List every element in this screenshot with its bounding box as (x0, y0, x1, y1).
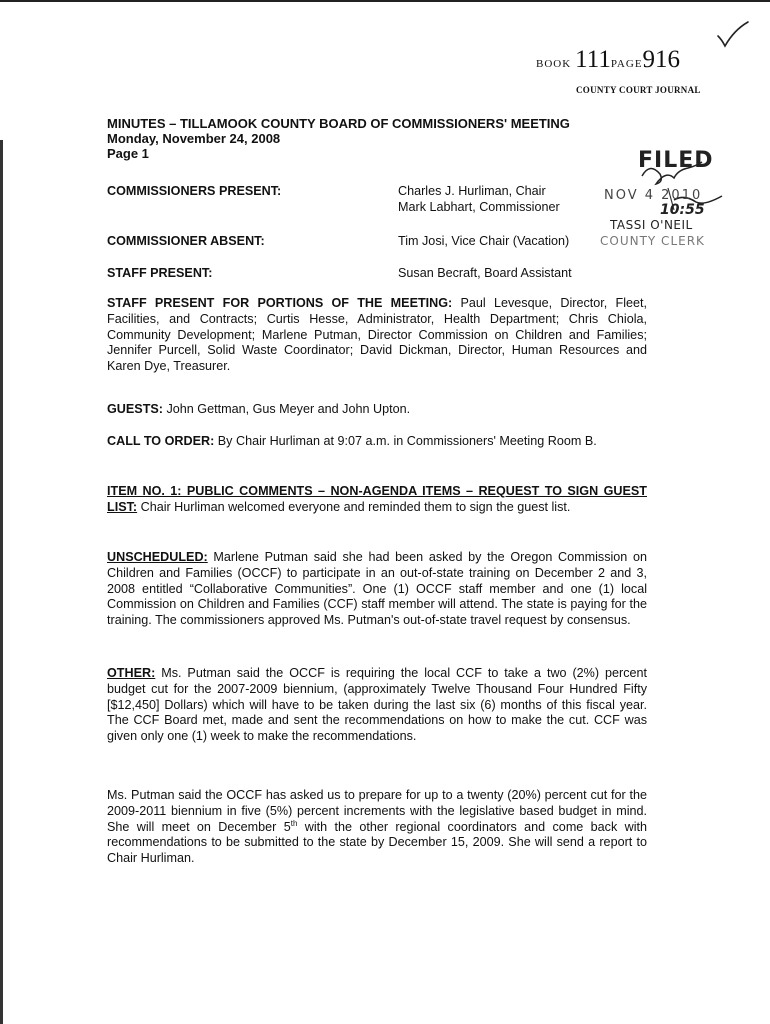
book-number: 111 (575, 46, 611, 73)
clerk-title: COUNTY CLERK (600, 234, 705, 248)
other-paragraph (107, 666, 647, 745)
meeting-date: Monday, November 24, 2008 (107, 131, 281, 146)
book-label: BOOK (536, 58, 572, 70)
filed-time: 10:55 (660, 202, 705, 218)
book-page-reference (536, 46, 680, 74)
present-label: COMMISSIONERS PRESENT: (107, 184, 282, 198)
budget-text-b: with the other regional coordinators and come back with recommendations to be submitted to the state by December 15, 2009. She will send a report to Chair Hurliman. (107, 819, 647, 866)
guests-text: John Gettman, Gus Meyer and John Upton. (162, 402, 411, 416)
checkmark-icon (716, 20, 750, 48)
item-1-text: Chair Hurliman welcomed everyone and reminded them to sign the guest list. (137, 499, 571, 514)
filed-stamp (600, 148, 734, 260)
unscheduled-text: Marlene Putman said she had been asked by the Oregon Commission on Children and Families (OCCF) to participate in an out-of-state training on December 2 and 3, 2008 entitled “Collaborative Communities”. One (1) OCCF staff member and one (1) local Commission on Children and Families (CCF) staff member will attend. The state is paying for the training. The commissioners approved Ms. Putman's out-of-state travel request by consensus. (107, 550, 647, 628)
filed-word: FILED (638, 148, 714, 173)
guests-paragraph (107, 402, 647, 418)
budget-text-a: Ms. Putman said the OCCF has asked us to prepare for up to a twenty (20%) percent cut for the 2009-2011 biennium in five (5%) percent increments with the legislative based budget in mind. She will meet on December 5 (107, 788, 647, 834)
call-to-order-paragraph (107, 434, 647, 450)
top-scan-edge (0, 0, 770, 2)
call-to-order-label: CALL TO ORDER: (107, 434, 215, 448)
budget-paragraph (107, 788, 647, 867)
absent-name: Tim Josi, Vice Chair (Vacation) (398, 234, 570, 248)
county-court-journal: COUNTY COURT JOURNAL (576, 85, 701, 95)
other-label: OTHER: (107, 666, 156, 680)
call-to-order-text: By Chair Hurliman at 9:07 a.m. in Commissioners' Meeting Room B. (214, 434, 597, 448)
staff-name: Susan Becraft, Board Assistant (398, 266, 572, 280)
item-1-label: ITEM NO. 1: PUBLIC COMMENTS – NON-AGENDA ITEMS – REQUEST TO SIGN GUEST LIST: (107, 484, 647, 514)
clerk-name: TASSI O'NEIL (610, 218, 693, 232)
absent-label: COMMISSIONER ABSENT: (107, 234, 265, 248)
ordinal-suffix: th (290, 818, 298, 828)
present-name: Charles J. Hurliman, Chair (398, 184, 546, 198)
item-1-paragraph (107, 484, 647, 516)
minutes-document (107, 116, 647, 866)
present-names (398, 184, 560, 216)
staff-portions-label: STAFF PRESENT FOR PORTIONS OF THE MEETING: (107, 296, 453, 310)
title-line: MINUTES – TILLAMOOK COUNTY BOARD OF COMMISSIONERS' MEETING (107, 116, 570, 131)
left-scan-edge (0, 140, 3, 1024)
unscheduled-paragraph (107, 550, 647, 629)
page-number: 916 (642, 46, 681, 73)
page-label: PAGE (610, 58, 643, 70)
other-text: Ms. Putman said the OCCF is requiring the local CCF to take a two (2%) percent budget cut for the 2007-2009 biennium, (approximately Twelve Thousand Four Hundred Fifty [$12,450] Dollars) which will have to be taken during the last six (6) months of this fiscal year. The CCF Board met, made and sent the recommendations on how to make the cut. CCF was given only one (1) week to make the recommendations. (107, 666, 647, 744)
filed-date: NOV 4 2010 (604, 188, 703, 203)
staff-portions-paragraph (107, 296, 647, 375)
present-name: Mark Labhart, Commissioner (398, 199, 560, 214)
staff-label: STAFF PRESENT: (107, 266, 213, 280)
page-indicator: Page 1 (107, 146, 149, 161)
staff-portions-text: Paul Levesque, Director, Fleet, Facilities, and Contracts; Curtis Hesse, Administrator, Health Department; Chris Chiola, Community Development; Marlene Putman, Director Commission on Children and Families; Jennifer Purcell, Solid Waste Coordinator; David Dickman, Director, Human Resources and Karen Dye, Treasurer. (107, 296, 647, 374)
guests-label: GUESTS: (107, 402, 163, 416)
unscheduled-label: UNSCHEDULED: (107, 550, 208, 564)
document-title (107, 116, 647, 161)
